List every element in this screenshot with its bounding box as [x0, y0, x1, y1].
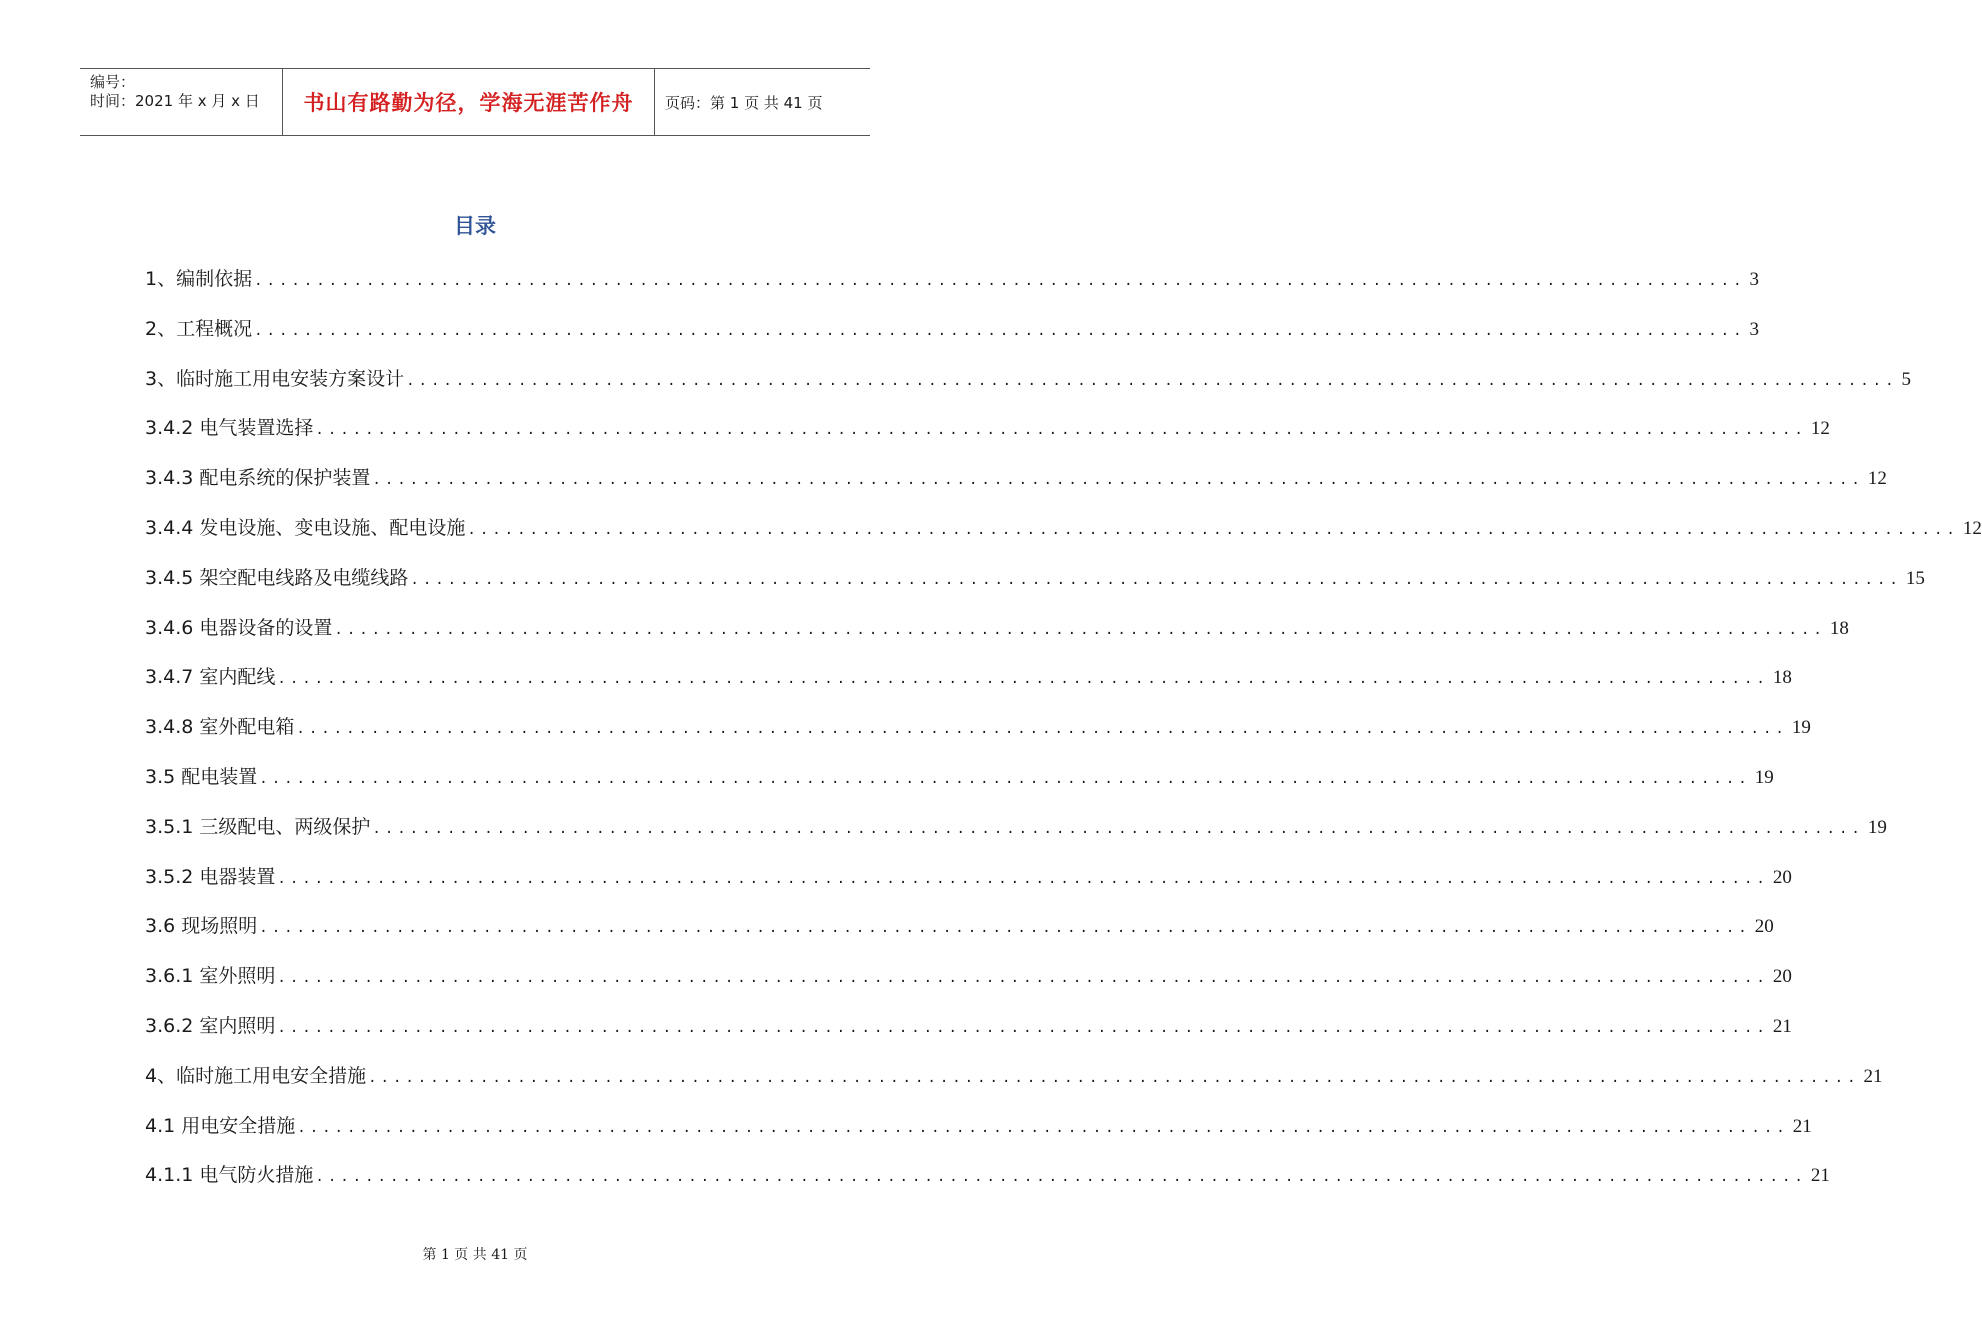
toc-dot-leader: ........................................................................................................................: [259, 770, 1751, 787]
toc-entry[interactable]: [145, 959, 1792, 1009]
toc-entry-page: 21: [1772, 1015, 1792, 1037]
toc-entry[interactable]: [145, 710, 1811, 760]
toc-entry-page: 12: [1962, 517, 1982, 539]
toc-entry-page: 21: [1863, 1065, 1883, 1087]
toc-dot-leader: ........................................................................................................................: [315, 422, 1807, 439]
toc-entry-page: 18: [1829, 617, 1849, 639]
header-motto: 书山有路勤为径，学海无涯苦作舟: [282, 69, 655, 135]
toc-entry-page: 15: [1905, 567, 1925, 589]
toc-dot-leader: ........................................................................................................................: [277, 970, 1769, 987]
toc-entry[interactable]: [145, 461, 1887, 511]
toc-entry-label: 3.5.1 三级配电、两级保护: [145, 815, 371, 838]
toc-dot-leader: ........................................................................................................................: [297, 1119, 1789, 1136]
toc-dot-leader: ........................................................................................................................: [467, 521, 1959, 538]
toc-dot-leader: ........................................................................................................................: [410, 571, 1902, 588]
toc-entry-page: 5: [1901, 368, 1912, 390]
toc-entry-page: 19: [1867, 816, 1887, 838]
toc-entry[interactable]: [145, 1109, 1812, 1159]
toc-entry-label: 3.4.3 配电系统的保护装置: [145, 467, 371, 490]
toc-dot-leader: ........................................................................................................................: [372, 820, 1864, 837]
toc-dot-leader: ........................................................................................................................: [372, 472, 1864, 489]
toc-list: [145, 262, 1982, 1208]
toc-dot-leader: ........................................................................................................................: [296, 721, 1788, 738]
toc-entry-page: 3: [1749, 318, 1760, 340]
toc-entry-page: 20: [1754, 916, 1774, 938]
toc-entry[interactable]: [145, 1009, 1792, 1059]
toc-entry-label: 3.4.5 架空配电线路及电缆线路: [145, 566, 409, 589]
toc-entry[interactable]: [145, 810, 1887, 860]
toc-dot-leader: ........................................................................................................................: [254, 273, 1746, 289]
toc-entry-label: 3.4.7 室内配线: [145, 666, 276, 689]
document-header: [80, 68, 870, 136]
toc-entry-label: 3.5 配电装置: [145, 765, 258, 788]
toc-entry-label: 3.4.4 发电设施、变电设施、配电设施: [145, 516, 466, 539]
toc-dot-leader: ........................................................................................................................: [334, 621, 1826, 638]
toc-entry-page: 20: [1772, 966, 1792, 988]
toc-entry[interactable]: [145, 1059, 1883, 1109]
toc-dot-leader: ........................................................................................................................: [368, 1069, 1860, 1086]
toc-dot-leader: ........................................................................................................................: [277, 870, 1769, 887]
toc-entry[interactable]: [145, 1158, 1830, 1208]
toc-entry-page: 21: [1810, 1165, 1830, 1187]
toc-dot-leader: ........................................................................................................................: [254, 322, 1746, 339]
toc-entry-label: 2、工程概况: [145, 317, 253, 340]
toc-dot-leader: ........................................................................................................................: [277, 671, 1769, 688]
toc-entry-label: 3.6 现场照明: [145, 915, 258, 938]
toc-entry-label: 4、临时施工用电安全措施: [145, 1064, 367, 1087]
toc-entry-page: 12: [1867, 468, 1887, 490]
toc-entry-label: 3、临时施工用电安装方案设计: [145, 367, 405, 390]
toc-entry[interactable]: [145, 411, 1830, 461]
toc-entry[interactable]: [145, 660, 1792, 710]
toc-entry[interactable]: [145, 511, 1982, 561]
header-meta-cell: [80, 69, 282, 135]
header-page-info: 页码：第 1 页 共 41 页: [665, 93, 823, 112]
toc-entry-label: 3.4.6 电器设备的设置: [145, 616, 333, 639]
header-number-label: 编号：: [90, 73, 136, 91]
toc-entry-page: 18: [1772, 667, 1792, 689]
toc-entry-label: 4.1.1 电气防火措施: [145, 1164, 314, 1187]
toc-entry-label: 3.4.8 室外配电箱: [145, 716, 295, 739]
toc-entry-label: 3.5.2 电器装置: [145, 865, 276, 888]
toc-dot-leader: ........................................................................................................................: [406, 372, 1898, 389]
toc-entry-page: 12: [1810, 418, 1830, 440]
toc-entry-page: 20: [1772, 866, 1792, 888]
toc-entry[interactable]: [145, 561, 1925, 611]
toc-entry-page: 19: [1754, 766, 1774, 788]
toc-entry-label: 3.6.1 室外照明: [145, 965, 276, 988]
toc-entry-page: 21: [1792, 1115, 1812, 1137]
toc-entry[interactable]: [145, 909, 1774, 959]
toc-dot-leader: ........................................................................................................................: [315, 1169, 1807, 1186]
toc-entry[interactable]: [145, 760, 1774, 810]
header-time-label: 时间：2021 年 x 月 x 日: [90, 92, 260, 110]
toc-dot-leader: ........................................................................................................................: [259, 920, 1751, 937]
toc-entry[interactable]: [145, 262, 1760, 312]
toc-entry-label: 4.1 用电安全措施: [145, 1114, 296, 1137]
toc-title: 目录: [454, 214, 496, 238]
toc-entry[interactable]: [145, 312, 1760, 362]
toc-entry[interactable]: [145, 362, 1912, 412]
toc-entry-label: 3.6.2 室内照明: [145, 1014, 276, 1037]
toc-entry-page: 19: [1791, 717, 1811, 739]
page-footer: 第 1 页 共 41 页: [422, 1247, 528, 1263]
toc-entry-label: 1、编制依据: [145, 268, 253, 290]
toc-dot-leader: ........................................................................................................................: [277, 1019, 1769, 1036]
toc-entry-label: 3.4.2 电气装置选择: [145, 417, 314, 440]
toc-entry[interactable]: [145, 611, 1849, 661]
toc-entry-page: 3: [1749, 269, 1760, 290]
toc-entry[interactable]: [145, 860, 1792, 910]
